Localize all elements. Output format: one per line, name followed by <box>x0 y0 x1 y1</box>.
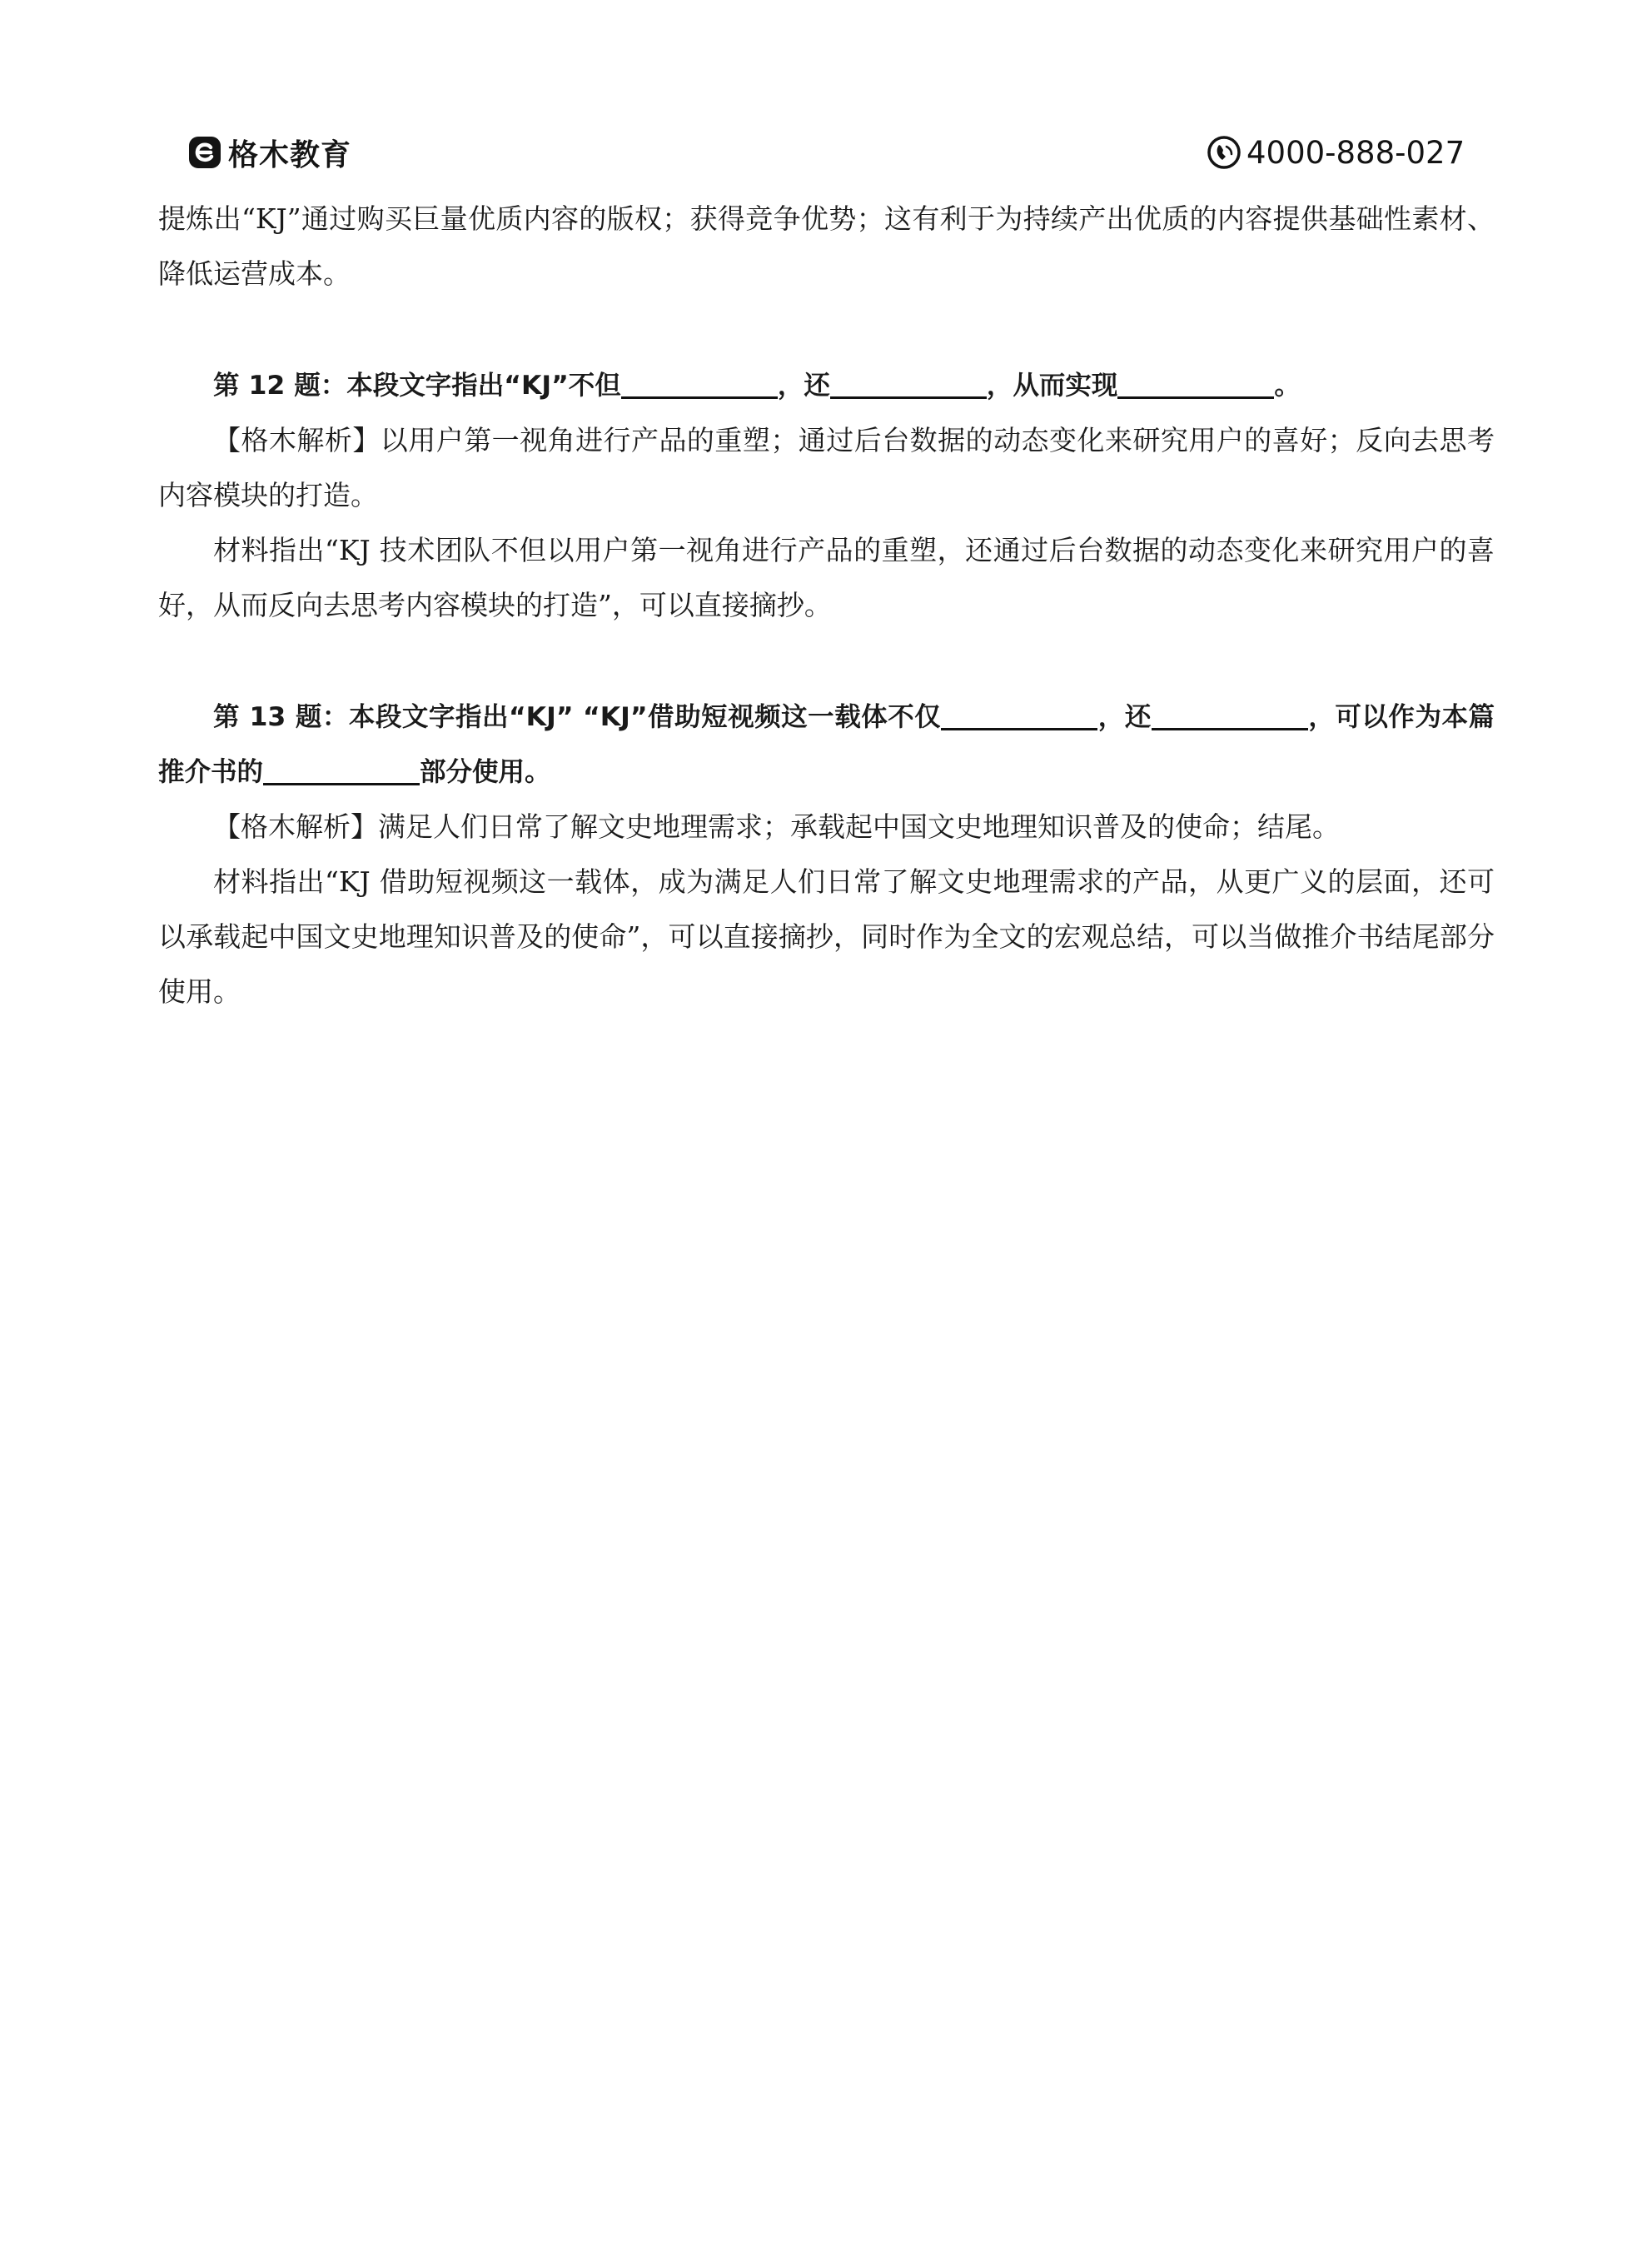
question-12-text: 。 <box>1274 371 1301 401</box>
page-content <box>158 192 1495 1019</box>
answer-blank <box>941 702 1097 731</box>
question-12-material: 材料指出“KJ 技术团队不但以用户第一视角进行产品的重塑，还通过后台数据的动态变化来研究用户的喜好，从而反向去思考内容模块的打造”，可以直接摘抄。 <box>158 534 1495 621</box>
answer-blank <box>621 371 778 400</box>
question-12 <box>158 358 1495 413</box>
section-spacer <box>158 633 1495 690</box>
question-13-text: 部分使用。 <box>420 757 551 787</box>
question-12-analysis: 【格木解析】以用户第一视角进行产品的重塑；通过后台数据的动态变化来研究用户的喜好；反向去思考内容模块的打造。 <box>158 424 1495 511</box>
question-13-text: 第 13 题：本段文字指出“KJ” “KJ”借助短视频这一载体不仅 <box>213 702 942 732</box>
section-spacer <box>158 302 1495 358</box>
page-header <box>0 0 1652 183</box>
question-13-material: 材料指出“KJ 借助短视频这一载体，成为满足人们日常了解文史地理需求的产品，从更广义的层面，还可以承载起中国文史地理知识普及的使命”，可以直接摘抄，同时作为全文的宏观总结，可以当做推介书结尾部分使用。 <box>158 865 1495 1008</box>
answer-blank <box>1152 702 1308 731</box>
brand-name: 格木教育 <box>228 137 352 172</box>
intro-paragraph: 提炼出“KJ”通过购买巨量优质内容的版权；获得竞争优势；这有利于为持续产出优质的内容提供基础性素材、降低运营成本。 <box>158 202 1495 290</box>
question-12-text: ，还 <box>777 371 830 401</box>
brand-logo-icon <box>188 136 221 169</box>
phone-contact <box>1207 132 1465 173</box>
answer-blank <box>830 371 987 400</box>
answer-blank <box>1117 371 1274 400</box>
phone-number: 4000-888-027 <box>1246 134 1465 171</box>
question-13-text: ，还 <box>1097 702 1152 732</box>
question-13 <box>158 690 1495 800</box>
question-12-text: 第 12 题：本段文字指出“KJ”不但 <box>213 371 621 401</box>
question-12-text: ，从而实现 <box>986 371 1118 401</box>
brand-logo <box>188 132 351 173</box>
phone-icon <box>1207 135 1241 170</box>
question-13-analysis: 【格木解析】满足人们日常了解文史地理需求；承载起中国文史地理知识普及的使命；结尾。 <box>213 810 1340 843</box>
question-13-text: ，可以作为本篇推介书的 <box>158 702 1495 787</box>
answer-blank <box>263 757 420 786</box>
